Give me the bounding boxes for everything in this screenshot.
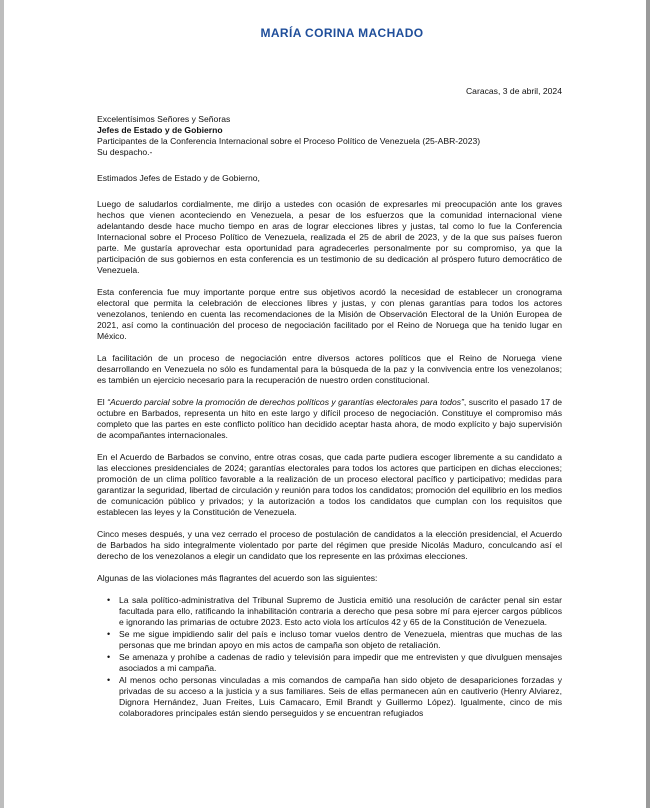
list-item	[107, 675, 562, 719]
letter-page	[4, 0, 646, 808]
list-item-text: Al menos ocho personas vinculadas a mis comandos de campaña han sido objeto de desapariciones forzadas y privadas de su acceso a la justicia y a sus familiares. Seis de ellas permanecen aún en cautiverio (Henry Alviarez, Dignora Hernández, Juan Freites, Luis Camacaro, Emil Brandt y Guillermo López). Igualmente, cinco de mis colaboradores principales están siendo perseguidos y se encuentran refugiados	[119, 675, 562, 718]
bullet-icon: •	[107, 652, 111, 662]
body-paragraph: Cinco meses después, y una vez cerrado el proceso de postulación de candidatos a la elección presidencial, el Acuerdo de Barbados ha sido integralmente violentado por parte del régimen que preside Nicolás Maduro, conculcando así el derecho de los venezolanos a elegir un candidato que los represente en las próximas elecciones.	[97, 529, 562, 561]
list-item-text: Se me sigue impidiendo salir del país e incluso tomar vuelos dentro de Venezuela, mientras que muchas de las personas que me brindan apoyo en mis actos de campaña son objeto de retaliación.	[119, 629, 562, 650]
body-paragraph: Luego de saludarlos cordialmente, me dirijo a ustedes con ocasión de expresarles mi preocupación ante los graves hechos que vienen aconteciendo en Venezuela, a pesar de los esfuerzos que la comunidad internacional viene adelantando desde hace mucho tiempo en aras de lograr elecciones libres y justas, tal como lo fue la Conferencia Internacional sobre el Proceso Político de Venezuela, realizada el 25 de abril de 2023, y de la que sus países fueron parte. Me gustaría aprovechar esta oportunidad para agradecerles personalmente por su compromiso, ya que la participación de sus gobiernos en esta conferencia es un testimonio de su dedicación al próspero futuro democrático de Venezuela.	[97, 199, 562, 275]
list-item-text: La sala político-administrativa del Tribunal Supremo de Justicia emitió una resolución de carácter penal sin estar facultada para ello, ratificando la inhabilitación contraria a derecho que pesa sobre mí para ejercer cargos públicos e ignorando las primarias de octubre 2023. Esto acto viola los artículos 42 y 65 de la Constitución de Venezuela.	[119, 595, 562, 627]
body-paragraph-barbados	[97, 397, 562, 441]
body-paragraph: Esta conferencia fue muy importante porque entre sus objetivos acordó la necesidad de establecer un cronograma electoral que permita la celebración de elecciones libres y justas, y con plenas garantías para todos los actores venezolanos, teniendo en cuenta las recomendaciones de la Misión de Observación Electoral de la Unión Europea de 2021, así como la continuación del proceso de negociación facilitado por el Reino de Noruega que ha tenido lugar en México.	[97, 287, 562, 341]
recipient-line: Su despacho.-	[97, 147, 153, 157]
violations-list	[97, 595, 562, 719]
greeting: Estimados Jefes de Estado y de Gobierno,	[97, 173, 260, 183]
bullet-icon: •	[107, 595, 111, 605]
list-item	[107, 595, 562, 628]
page-edge-right	[646, 0, 650, 808]
letterhead-title: MARÍA CORINA MACHADO	[260, 26, 424, 40]
list-item	[107, 652, 562, 674]
bullet-icon: •	[107, 675, 111, 685]
bullet-icon: •	[107, 629, 111, 639]
paragraph-text: El	[97, 397, 108, 407]
body-paragraph: Algunas de las violaciones más flagrantes del acuerdo son las siguientes:	[97, 573, 378, 583]
agreement-title: “Acuerdo parcial sobre la promoción de derechos políticos y garantías electorales para todos”	[107, 397, 464, 407]
body-paragraph: La facilitación de un proceso de negociación entre diversos actores políticos que el Reino de Noruega viene desarrollando en Venezuela no sólo es fundamental para la búsqueda de la paz y la convivencia entre los venezolanos; es también un ejercicio necesario para la recuperación de nuestro orden constitucional.	[97, 353, 562, 385]
paragraph-text: , suscrito el pasado 17 de octubre en Barbados, representa un hito en este largo y difícil proceso de negociación. Constituye el compromiso más completo que las partes en este conflicto político han decidido aceptar hasta ahora, de modo explícito y bajo supervisión de acompañantes internacionales.	[97, 397, 563, 440]
list-item-text: Se amenaza y prohíbe a cadenas de radio y televisión para impedir que me entrevisten y que divulguen mensajes asociados a mi campaña.	[119, 652, 562, 673]
list-item	[107, 629, 562, 651]
letter-date: Caracas, 3 de abril, 2024	[465, 86, 562, 96]
recipient-line: Participantes de la Conferencia Internacional sobre el Proceso Político de Venezuela (25-ABR-2023)	[97, 136, 481, 146]
body-paragraph: En el Acuerdo de Barbados se convino, entre otras cosas, que cada parte pudiera escoger libremente a su candidato a las elecciones presidenciales de 2024; garantías electorales para todos los actores que participen en dichas elecciones; promoción de un clima político favorable a la realización de un proceso electoral pacífico y participativo; medidas para garantizar la seguridad, libertad de circulación y reunión para todos los candidatos; promoción del equilibrio en los medios de comunicación público y privados; y la autorización a todos los candidatos que cumplan con los requisitos que establecen las leyes y la Constitución de Venezuela.	[97, 452, 562, 517]
recipient-line: Excelentísimos Señores y Señoras	[97, 114, 231, 124]
recipient-block	[97, 114, 562, 158]
recipient-line-bold: Jefes de Estado y de Gobierno	[97, 125, 223, 135]
